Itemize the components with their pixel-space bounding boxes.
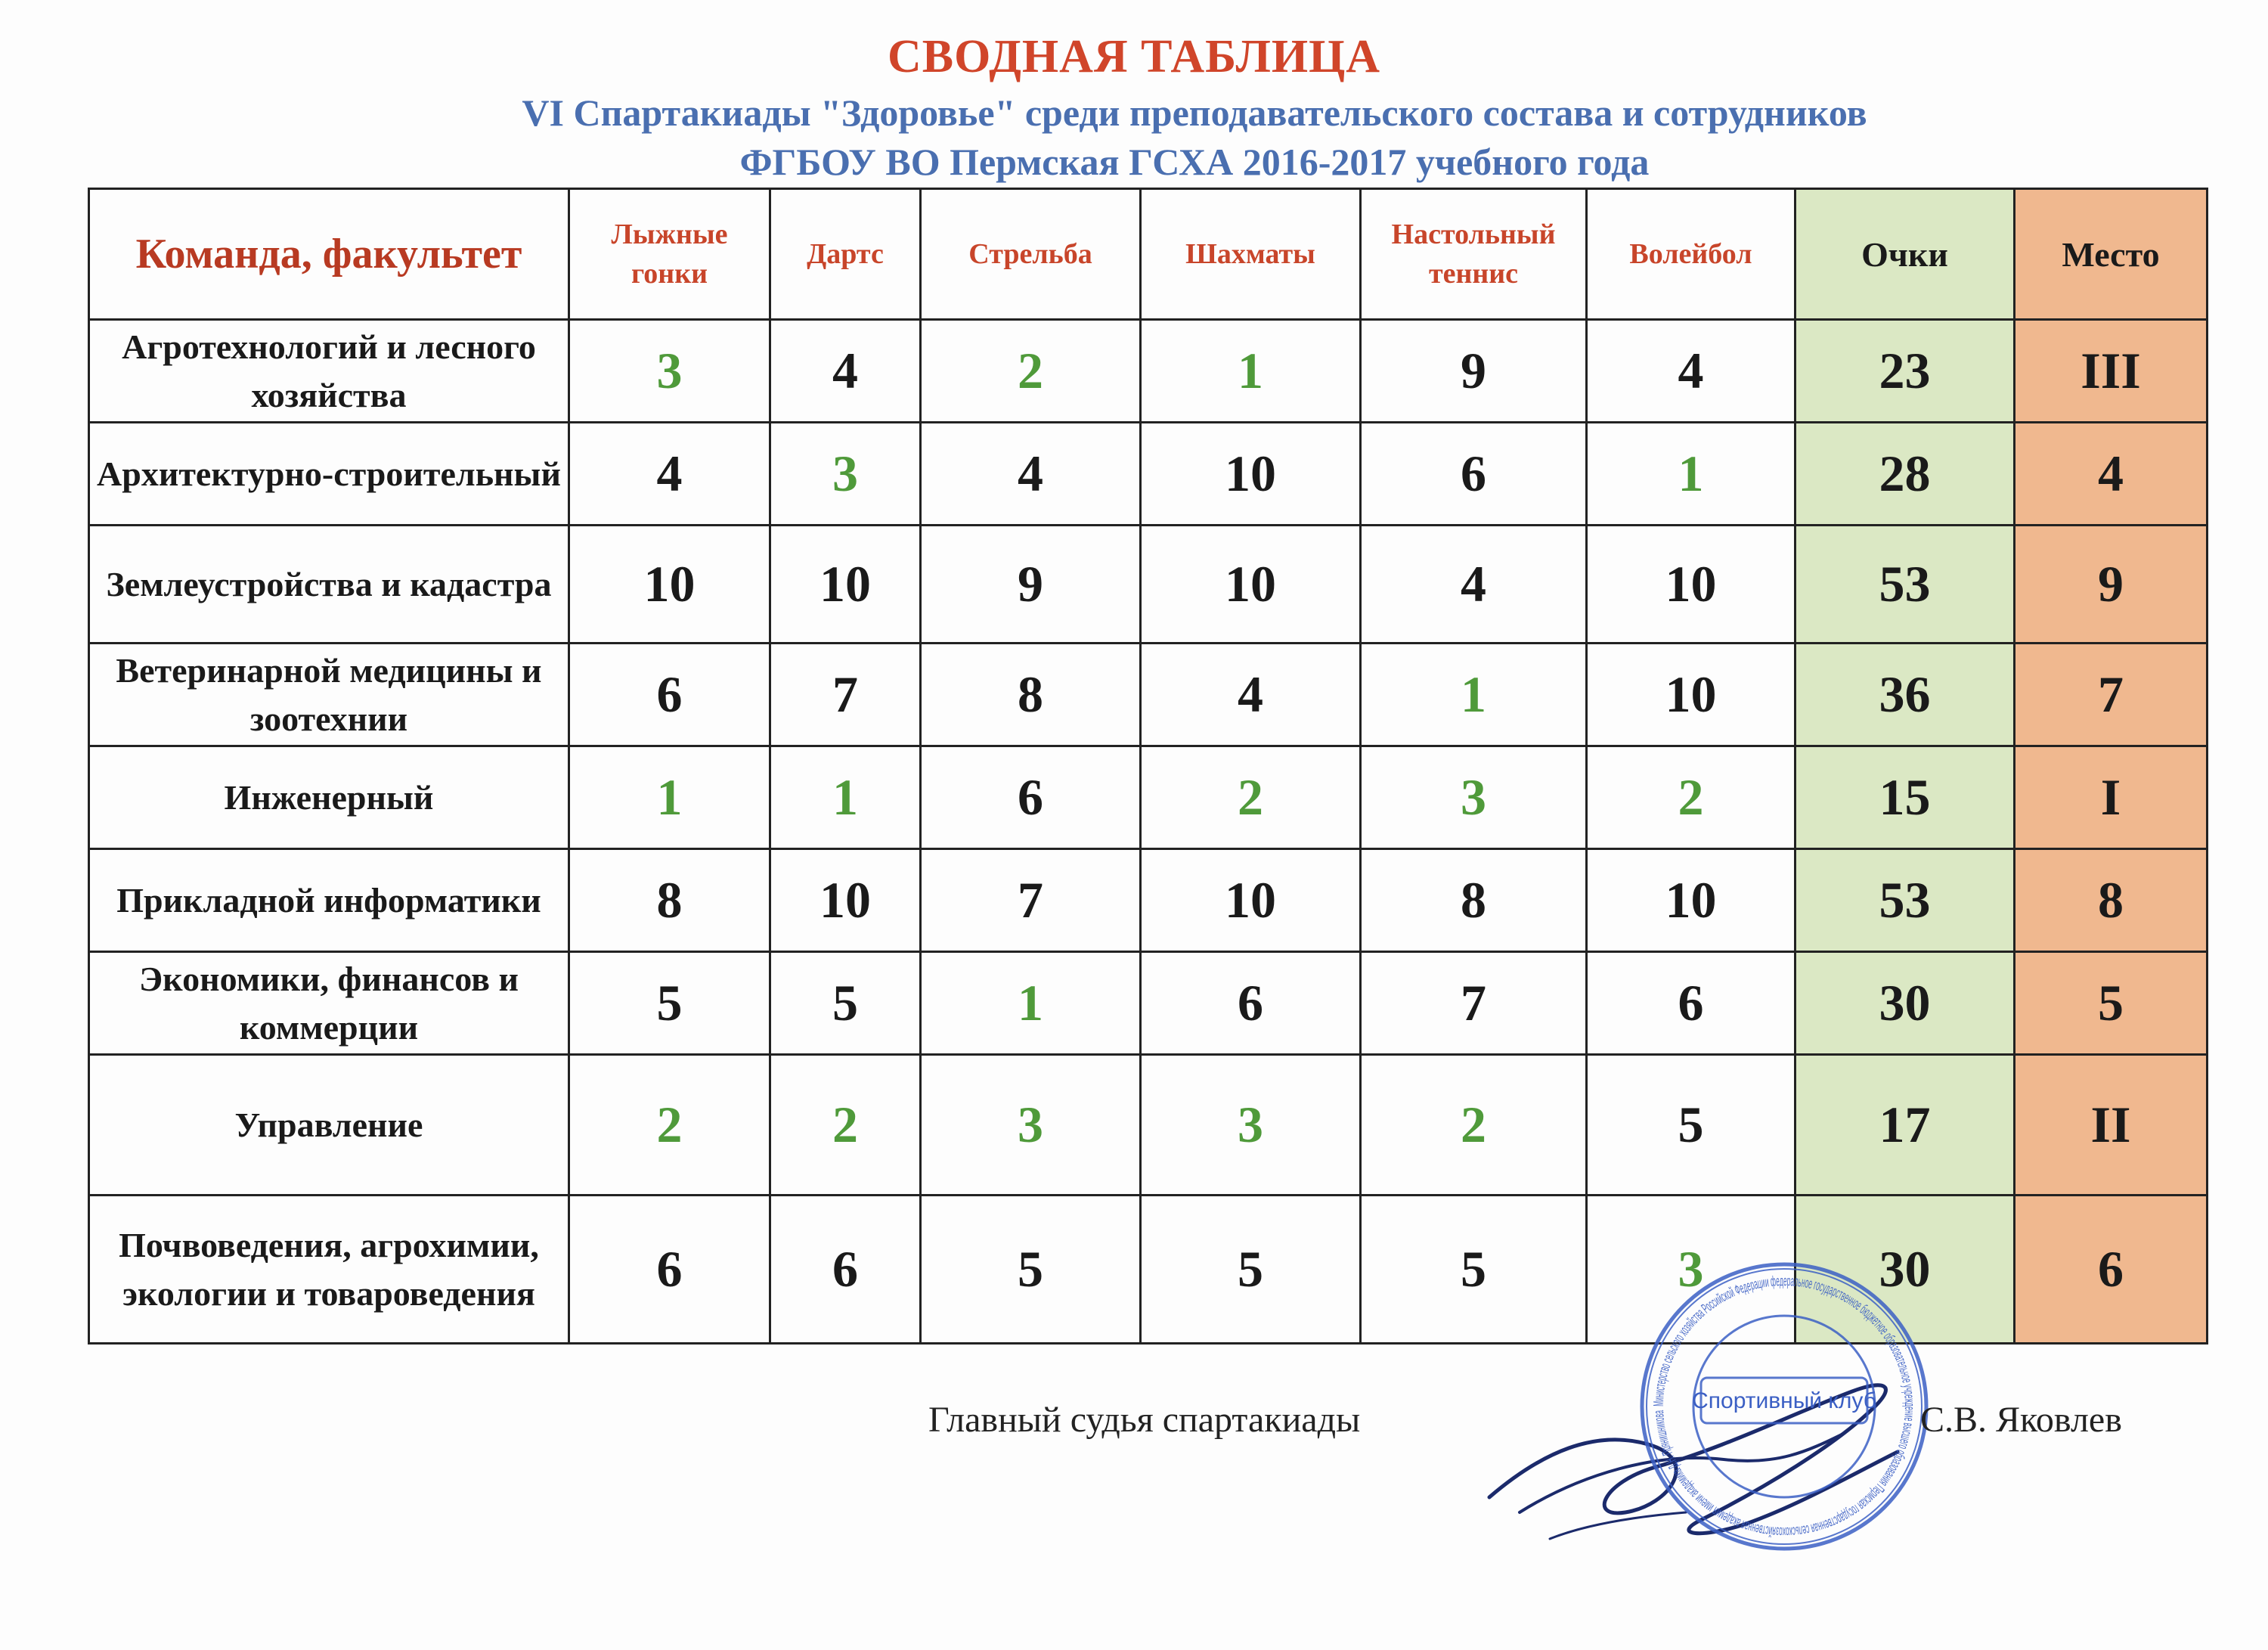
- column-header-points: Очки: [1796, 189, 2015, 320]
- final-place: 7: [2015, 644, 2208, 746]
- team-name: Экономики, финансов и коммерции: [89, 952, 569, 1055]
- score-table-tennis: 4: [1361, 526, 1587, 644]
- score-darts: 1: [770, 746, 921, 849]
- final-place: II: [2015, 1055, 2208, 1196]
- score-table-tennis: 8: [1361, 849, 1587, 952]
- stamp-seal: [1633, 1255, 1935, 1558]
- score-chess: 6: [1141, 952, 1361, 1055]
- score-ski: 8: [569, 849, 770, 952]
- table-row: [89, 1055, 2208, 1196]
- total-points: 30: [1796, 952, 2015, 1055]
- score-chess: 4: [1141, 644, 1361, 746]
- total-points: 53: [1796, 849, 2015, 952]
- score-darts: 7: [770, 644, 921, 746]
- table-row: [89, 526, 2208, 644]
- total-points: 15: [1796, 746, 2015, 849]
- final-place: 8: [2015, 849, 2208, 952]
- score-table-tennis: 3: [1361, 746, 1587, 849]
- score-volleyball: 3: [1587, 1196, 1796, 1344]
- score-shooting: 3: [921, 1055, 1141, 1196]
- score-shooting: 5: [921, 1196, 1141, 1344]
- final-place: 9: [2015, 526, 2208, 644]
- score-volleyball: 10: [1587, 644, 1796, 746]
- score-ski: 2: [569, 1055, 770, 1196]
- results-table: [88, 188, 2208, 1345]
- score-volleyball: 10: [1587, 526, 1796, 644]
- total-points: 36: [1796, 644, 2015, 746]
- stamp-center-text: Спортивный клуб: [1692, 1388, 1876, 1413]
- total-points: 23: [1796, 320, 2015, 423]
- score-shooting: 1: [921, 952, 1141, 1055]
- table-row: [89, 746, 2208, 849]
- column-header-chess: Шахматы: [1141, 189, 1361, 320]
- score-chess: 1: [1141, 320, 1361, 423]
- score-table-tennis: 5: [1361, 1196, 1587, 1344]
- column-header-ski: Лыжные гонки: [569, 189, 770, 320]
- team-name: Прикладной информатики: [89, 849, 569, 952]
- document-title: СВОДНАЯ ТАБЛИЦА: [887, 31, 1381, 82]
- final-place: 5: [2015, 952, 2208, 1055]
- score-table-tennis: 6: [1361, 423, 1587, 526]
- score-chess: 3: [1141, 1055, 1361, 1196]
- column-header-team: Команда, факультет: [89, 189, 569, 320]
- score-volleyball: 2: [1587, 746, 1796, 849]
- score-shooting: 7: [921, 849, 1141, 952]
- column-header-table-tennis: Настольный теннис: [1361, 189, 1587, 320]
- score-darts: 10: [770, 849, 921, 952]
- score-shooting: 2: [921, 320, 1141, 423]
- table-header-row: [89, 189, 2208, 320]
- table-row: [89, 849, 2208, 952]
- score-table-tennis: 1: [1361, 644, 1587, 746]
- team-name: Инженерный: [89, 746, 569, 849]
- score-darts: 3: [770, 423, 921, 526]
- score-shooting: 6: [921, 746, 1141, 849]
- total-points: 17: [1796, 1055, 2015, 1196]
- table-row: [89, 320, 2208, 423]
- team-name: Почвоведения, агрохимии, экологии и товароведения: [89, 1196, 569, 1344]
- table-row: [89, 644, 2208, 746]
- total-points: 30: [1796, 1196, 2015, 1344]
- final-place: 6: [2015, 1196, 2208, 1344]
- team-name: Агротехнологий и лесного хозяйства: [89, 320, 569, 423]
- final-place: 4: [2015, 423, 2208, 526]
- score-darts: 2: [770, 1055, 921, 1196]
- column-header-shooting: Стрельба: [921, 189, 1141, 320]
- score-ski: 1: [569, 746, 770, 849]
- score-ski: 5: [569, 952, 770, 1055]
- score-darts: 6: [770, 1196, 921, 1344]
- score-table-tennis: 9: [1361, 320, 1587, 423]
- team-name: Ветеринарной медицины и зоотехнии: [89, 644, 569, 746]
- team-name: Управление: [89, 1055, 569, 1196]
- score-volleyball: 4: [1587, 320, 1796, 423]
- score-darts: 10: [770, 526, 921, 644]
- subtitle-line-2: ФГБОУ ВО Пермская ГСХА 2016-2017 учебного года: [739, 141, 1650, 183]
- score-table-tennis: 2: [1361, 1055, 1587, 1196]
- score-shooting: 8: [921, 644, 1141, 746]
- score-volleyball: 10: [1587, 849, 1796, 952]
- score-darts: 5: [770, 952, 921, 1055]
- column-header-volleyball: Волейбол: [1587, 189, 1796, 320]
- score-volleyball: 6: [1587, 952, 1796, 1055]
- final-place: III: [2015, 320, 2208, 423]
- subtitle-line-1: VI Спартакиады "Здоровье" среди преподавательского состава и сотрудников: [522, 91, 1867, 134]
- score-volleyball: 1: [1587, 423, 1796, 526]
- score-ski: 10: [569, 526, 770, 644]
- score-chess: 5: [1141, 1196, 1361, 1344]
- score-chess: 10: [1141, 423, 1361, 526]
- score-shooting: 4: [921, 423, 1141, 526]
- team-name: Землеустройства и кадастра: [89, 526, 569, 644]
- score-table-tennis: 7: [1361, 952, 1587, 1055]
- score-ski: 6: [569, 1196, 770, 1344]
- score-ski: 3: [569, 320, 770, 423]
- score-shooting: 9: [921, 526, 1141, 644]
- score-darts: 4: [770, 320, 921, 423]
- table-row: [89, 952, 2208, 1055]
- score-chess: 2: [1141, 746, 1361, 849]
- total-points: 28: [1796, 423, 2015, 526]
- column-header-darts: Дартс: [770, 189, 921, 320]
- judge-label: Главный судья спартакиады: [928, 1400, 1361, 1440]
- score-chess: 10: [1141, 526, 1361, 644]
- score-ski: 6: [569, 644, 770, 746]
- score-ski: 4: [569, 423, 770, 526]
- stamp-ring-text: Министерство сельского хозяйства Российской Федерации федеральное государственное бюджетное образовательное учреждение высшего образования Пермская государственная сельскохозяйственная академия имени академика Д.Н. Прянишникова: [1650, 1273, 1918, 1540]
- team-name: Архитектурно-строительный: [89, 423, 569, 526]
- final-place: I: [2015, 746, 2208, 849]
- judge-name: С.В. Яковлев: [1920, 1400, 2122, 1440]
- column-header-place: Место: [2015, 189, 2208, 320]
- table-row: [89, 423, 2208, 526]
- score-chess: 10: [1141, 849, 1361, 952]
- score-volleyball: 5: [1587, 1055, 1796, 1196]
- total-points: 53: [1796, 526, 2015, 644]
